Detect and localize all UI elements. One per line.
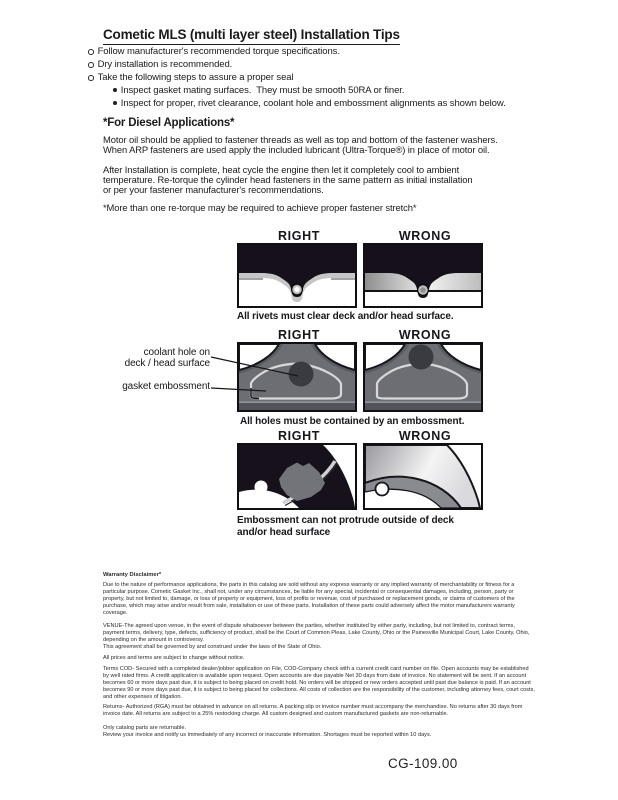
returnable-line: Only catalog parts are returnable. bbox=[103, 725, 187, 731]
paragraph-line: After Installation is complete, heat cycle the engine then let it completely cool to ambient bbox=[103, 164, 460, 175]
protrusion-wrong-illustration bbox=[365, 445, 481, 508]
right-header: RIGHT bbox=[278, 229, 320, 243]
diesel-paragraph-1 bbox=[103, 135, 498, 155]
tip-text: Dry installation is recommended. bbox=[97, 59, 233, 70]
right-header: RIGHT bbox=[278, 429, 320, 443]
protrusion-caption bbox=[237, 515, 454, 538]
diagram-embossment-wrong bbox=[363, 342, 483, 412]
diesel-heading: *For Diesel Applications* bbox=[103, 117, 235, 129]
prices-line: All prices and terms are subject to change without notice. bbox=[103, 655, 245, 661]
wrong-header: WRONG bbox=[398, 229, 452, 243]
agreement-line: This agreement shall be governed by and construed under the laws of the State of Ohio. bbox=[103, 644, 322, 650]
review-invoice-line: Review your invoice and notify us immediately of any incorrect or inaccurate information. Shortages must be reported within 10 days. bbox=[103, 732, 432, 738]
retorque-note: *More than one re-torque may be required to achieve proper fastener stretch* bbox=[103, 202, 417, 213]
label-line: deck / head surface bbox=[124, 358, 210, 369]
open-bullet-icon bbox=[88, 49, 94, 55]
list-item bbox=[88, 58, 340, 71]
gasket-embossment-label: gasket embossment bbox=[122, 381, 210, 392]
warranty-disclaimer-heading: Warranty Disclaimer* bbox=[103, 572, 162, 578]
page-title: Cometic MLS (multi layer steel) Installation Tips bbox=[103, 27, 400, 45]
right-header: RIGHT bbox=[278, 328, 320, 342]
caption-line: and/or head surface bbox=[237, 526, 331, 538]
wrong-header: WRONG bbox=[398, 328, 452, 342]
open-bullet-icon bbox=[88, 75, 94, 81]
diagram-protrusion-right bbox=[237, 443, 357, 510]
filled-bullet-icon bbox=[113, 88, 117, 92]
tip-text: Take the following steps to assure a proper seal bbox=[97, 72, 294, 83]
caption-line: Embossment can not protrude outside of deck bbox=[237, 515, 454, 526]
page-number: CG-109.00 bbox=[388, 756, 458, 771]
paragraph-line: or per your fastener manufacturer's recommendations. bbox=[103, 184, 324, 196]
filled-bullet-icon bbox=[113, 101, 117, 105]
warranty-paragraph: Due to the nature of performance applications, the parts in this catalog are sold without any express warranty or any implied warranty of merchantability or fitness for a particular purpose. Cometic Gasket Inc., shall not, under any circumstances, be liable for any special, incidental or consequential damages, including, person, party or property, but not limited to, damage, or loss of property or equipment, loss of profits or revenue, cost of purchased or replacement goods, or claims of customers of the purchase, which may arise and/or result from sale, installation or use of these parts. Installation of these parts could adversely affect the motor manufacturers warranty coverage. bbox=[103, 582, 515, 616]
protrusion-right-illustration bbox=[239, 445, 355, 508]
diagram-rivet-wrong bbox=[363, 243, 483, 308]
paragraph-line: temperature. Re-torque the cylinder head fasteners in the same pattern as initial installation bbox=[103, 174, 473, 186]
list-item bbox=[88, 71, 340, 84]
rivet-right-illustration bbox=[239, 245, 355, 306]
wrong-header: WRONG bbox=[398, 429, 452, 443]
paragraph-line: Motor oil should be applied to fastener threads as well as top and bottom of the fastener washers. bbox=[103, 134, 498, 145]
installation-tips-list bbox=[88, 45, 340, 84]
coolant-hole-label bbox=[60, 347, 210, 369]
list-item bbox=[113, 84, 506, 97]
list-item bbox=[88, 45, 340, 58]
leader-lines bbox=[205, 352, 305, 394]
diesel-paragraph-2 bbox=[103, 165, 472, 195]
embossment-caption: All holes must be contained by an embossment. bbox=[240, 416, 465, 427]
subtip-text: Inspect for proper, rivet clearance, coolant hole and embossment alignments as shown below. bbox=[120, 98, 506, 109]
subtip-text: Inspect gasket mating surfaces. They must be smooth 50RA or finer. bbox=[120, 85, 405, 96]
paragraph-line: When ARP fasteners are used apply the included lubricant (Ultra-Torque®) in place of motor oil. bbox=[103, 144, 490, 156]
open-bullet-icon bbox=[88, 62, 94, 68]
diagram-rivet-right bbox=[237, 243, 357, 308]
venue-paragraph: VENUE-The agreed upon venue, in the event of dispute whatsoever between the parties, whether instituted by either party, including, but not limited to, contract terms, payment terms, delivery, type, defects, sufficiency of product, shall be the Court of Common Pleas, Lake County, Ohio or the Painesville Municipal Court, Lake County, Ohio, depending on the amount in controversy. bbox=[103, 623, 530, 643]
tip-text: Follow manufacturer's recommended torque specifications. bbox=[97, 46, 340, 57]
terms-paragraph: Terms COD- Secured with a completed dealer/jobber application on File, COD-Company check with a current credit card number on file. Open accounts may be established by well rated firms. A credit application is available upon request. Open accounts are due payable Net 30 days from date of invoice. No statement will be sent. If an account becomes 60 or more days past due, it is subject to being placed on credit hold. No orders will be shipped or new orders accepted until past due balance is paid. If an account becomes 90 or more days past due, it is subject to being placed for collections. All costs of collection are the responsibility of the customer, including attorney fees, court costs, and other expenses of litigation. bbox=[103, 666, 535, 700]
rivet-wrong-illustration bbox=[365, 245, 481, 306]
label-line: coolant hole on bbox=[143, 347, 210, 358]
embossment-wrong-illustration bbox=[365, 344, 481, 410]
returns-paragraph: Returns- Authorized (RGA) must be obtained in advance on all returns. A packing slip or invoice number must accompany the merchandise. No returns after 30 days from invoice date. All returns are subject to a 25% restocking charge. All custom designed and custom manufactured gaskets are non-returnable. bbox=[103, 704, 523, 717]
diagram-protrusion-wrong bbox=[363, 443, 483, 510]
list-item bbox=[113, 97, 506, 110]
rivet-caption: All rivets must clear deck and/or head surface. bbox=[237, 311, 454, 322]
installation-subtips-list bbox=[113, 84, 506, 110]
